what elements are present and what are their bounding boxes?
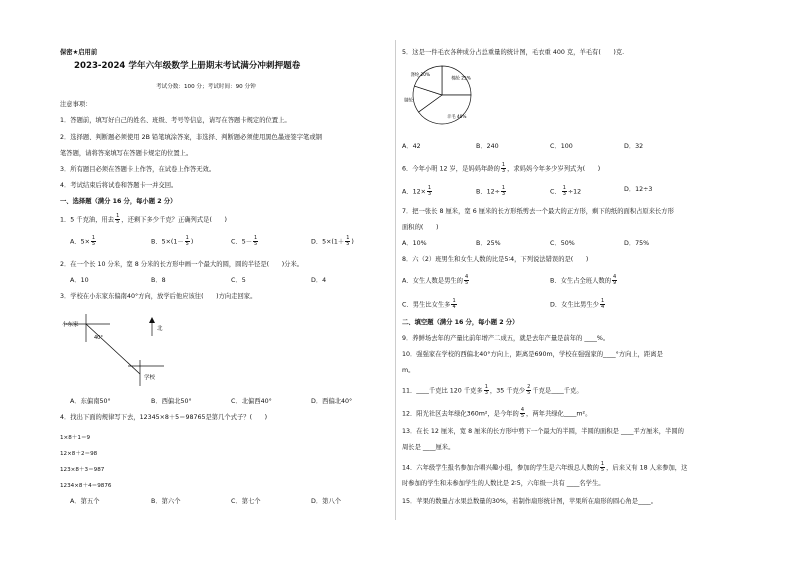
q1-option-c[interactable]: C．5－ $\frac{1}{5}$ — [231, 235, 258, 247]
q1-text-tail: ，还剩下多少千克？正确列式是( ) — [121, 216, 227, 224]
q3-option-d[interactable]: D．西偏北40° — [311, 398, 353, 405]
question-13: 13．在长 12 厘米，宽 8 厘米的长方形中剪下一个最大的半圆，半圆的面积是 ____平方厘米，半圆的 — [402, 428, 684, 435]
q8-option-b[interactable]: B．女生占全班人数的 $\frac{4}{9}$ — [550, 274, 617, 286]
q7-option-a[interactable]: A．10% — [402, 240, 427, 247]
question-10-cont: m。 — [402, 367, 415, 374]
pie-slice-label: 涤纶 20% — [410, 73, 431, 79]
question-12: 12．阳光社区去年绿化360m²，是今年的 $\frac{4}{5}$ ，两年共绿化____m²。 — [402, 407, 592, 419]
question-3: 3．学校在小东家东偏南40°方向，放学后他应该往( )方向走回家。 — [60, 293, 257, 300]
q5-option-c[interactable]: C．100 — [550, 143, 573, 150]
q4-option-d[interactable]: D．第八个 — [311, 498, 342, 505]
school-label: 学校 — [144, 375, 156, 381]
q5-pie-chart — [404, 64, 484, 126]
q5-option-a[interactable]: A．42 — [402, 143, 421, 150]
exam-meta: 考试分数：100 分；考试时间：90 分钟 — [156, 84, 256, 90]
q4-option-a[interactable]: A．第五个 — [70, 498, 100, 505]
note-item: 2．选择题、判断题必须使用 2B 铅笔填涂答案，非选择、判断题必须使用黑色墨迹签字笔或钢 — [60, 134, 322, 141]
right-column — [402, 0, 742, 562]
notes-heading: 注意事项： — [60, 101, 92, 108]
q3-option-b[interactable]: B．西偏北50° — [151, 398, 192, 405]
column-divider — [395, 40, 396, 520]
q6-option-b[interactable]: B．12÷ $\frac{1}{3}$ — [476, 185, 506, 197]
pie-slice-label: 棉纶 25% — [451, 76, 471, 82]
q4-option-b[interactable]: B．第六个 — [151, 498, 181, 505]
q2-option-c[interactable]: C．5 — [231, 277, 246, 284]
q7-option-b[interactable]: B．25% — [476, 240, 501, 247]
north-label: 北 — [157, 326, 163, 332]
section-heading-fill: 二、填空题（满分 16 分，每小题 2 分） — [402, 319, 519, 326]
q4-pattern-line: 1×8＋1＝9 — [60, 435, 91, 441]
q8-option-a[interactable]: A．女生人数是男生的 $\frac{4}{5}$ — [402, 274, 469, 286]
question-4: 4．找出下面的规律写下去，12345×8＋5＝98765是第几个式子？( ) — [60, 414, 268, 421]
q8-option-c[interactable]: C．男生比女生多 $\frac{1}{4}$ — [402, 298, 456, 310]
q3-option-c[interactable]: C．北偏西40° — [231, 398, 272, 405]
confidential-label: 保密★启用前 — [60, 49, 98, 56]
note-item: 1．答题前，填写好自己的姓名、班级、考号等信息，请写在答题卡规定的位置上。 — [60, 117, 291, 124]
exam-title: 2023-2024 学年六年级数学上册期末考试满分冲刺押题卷 — [74, 61, 301, 71]
q6-option-a[interactable]: A．12× $\frac{1}{3}$ — [402, 185, 432, 197]
q2-option-b[interactable]: B．8 — [151, 277, 166, 284]
question-1 — [60, 214, 227, 225]
north-arrow-icon — [149, 317, 155, 323]
question-7: 7．把一张长 8 厘米，宽 6 厘米的长方形纸剪去一个最大的正方形，剩下的纸的面积占原来长方形 — [402, 208, 674, 215]
q8-option-d[interactable]: D．女生比男生少 $\frac{1}{4}$ — [550, 298, 605, 310]
q1-option-a[interactable]: A．5× $\frac{1}{5}$ — [70, 235, 96, 247]
angle-label: 40° — [94, 335, 103, 341]
q3-direction-figure — [60, 306, 175, 388]
q1-option-b[interactable]: B．5×(1－ $\frac{1}{5}$ ) — [151, 235, 194, 247]
question-6: 6．今年小明 12 岁，是妈妈年龄的 $\frac{1}{3}$ ，求妈妈今年多少岁列式为( ) — [402, 162, 601, 174]
question-8: 8．六（2）班男生和女生人数的比是5∶4，下列说法错误的是( ) — [402, 256, 589, 263]
note-item: 3．所有题目必须在答题卡上作答，在试卷上作答无效。 — [60, 166, 216, 173]
section-heading-choice: 一、选择题（满分 16 分，每小题 2 分） — [60, 198, 177, 205]
question-9: 9．养鲜场去年的产量比前年增产二成五，就是去年产量是前年的 ____%。 — [402, 335, 610, 342]
q4-option-c[interactable]: C．第七个 — [231, 498, 261, 505]
pie-slice-label: 腈纶 — [404, 98, 413, 104]
q7-option-d[interactable]: D．75% — [624, 240, 650, 247]
q7-option-c[interactable]: C．50% — [550, 240, 575, 247]
question-14-cont: 时参加的学生和未参加学生的人数比是 2∶5，六年级一共有 ____名学生。 — [402, 480, 605, 487]
q4-pattern-line: 1234×8＋4＝9876 — [60, 483, 112, 489]
q4-pattern-line: 123×8＋3＝987 — [60, 467, 105, 473]
q6-option-d[interactable]: D．12÷3 — [624, 186, 653, 193]
q5-option-b[interactable]: B．240 — [476, 143, 499, 150]
home-label: 小东家 — [62, 322, 79, 328]
question-2: 2．在一个长 10 分米，宽 8 分米的长方形中画一个最大的圆，圆的半径是( )分米。 — [60, 261, 304, 268]
question-5: 5．这是一件毛衣各种成分占总重量的统计图，毛衣重 400 克，羊毛有( )克. — [402, 49, 625, 56]
q2-option-d[interactable]: D．4 — [311, 277, 327, 284]
q4-pattern-line: 12×8＋2＝98 — [60, 451, 98, 457]
question-15: 15．苹果的数量占水果总数量的30%，若制作扇形统计图，苹果所在扇形的圆心角是____。 — [402, 498, 657, 505]
q1-fraction: $\frac{1}{5}$ — [116, 213, 120, 225]
q3-option-a[interactable]: A．东偏南50° — [70, 398, 111, 405]
note-item: 4．考试结束后将试卷和答题卡一并交回。 — [60, 182, 178, 189]
question-14: 14．六年级学生报名参加合唱兴趣小组，参加的学生是六年级总人数的 $\frac{1}{5}$ ，后来又有 18 人来参加，这 — [402, 461, 688, 473]
pie-slice-label: 羊毛 40% — [446, 115, 467, 121]
question-13-cont: 周长是 ____厘米。 — [402, 444, 455, 451]
home-school-path — [86, 324, 140, 374]
question-11: 11．____千克比 120 千克多 $\frac{1}{3}$ ，35 千克少 $\frac{2}{5}$ 千克是____千克。 — [402, 384, 583, 396]
q6-option-c[interactable]: C． $\frac{1}{3}$ ÷12 — [550, 185, 582, 197]
q5-option-d[interactable]: D．32 — [624, 143, 644, 150]
q1-option-d[interactable]: D．5×(1＋ $\frac{1}{5}$ ) — [311, 235, 354, 247]
question-7-cont: 面积的( ) — [402, 224, 439, 231]
q2-option-a[interactable]: A．10 — [70, 277, 89, 284]
left-column — [58, 0, 388, 562]
note-item: 笔答题，请将答案填写在答题卡规定的位置上。 — [60, 150, 193, 157]
question-10: 10．强强家在学校的西偏北40°方向上，距离是690m，学校在强强家的____°方向上，距离是 — [402, 351, 663, 358]
q1-text: 1．5 千克油，用去 — [60, 216, 115, 224]
